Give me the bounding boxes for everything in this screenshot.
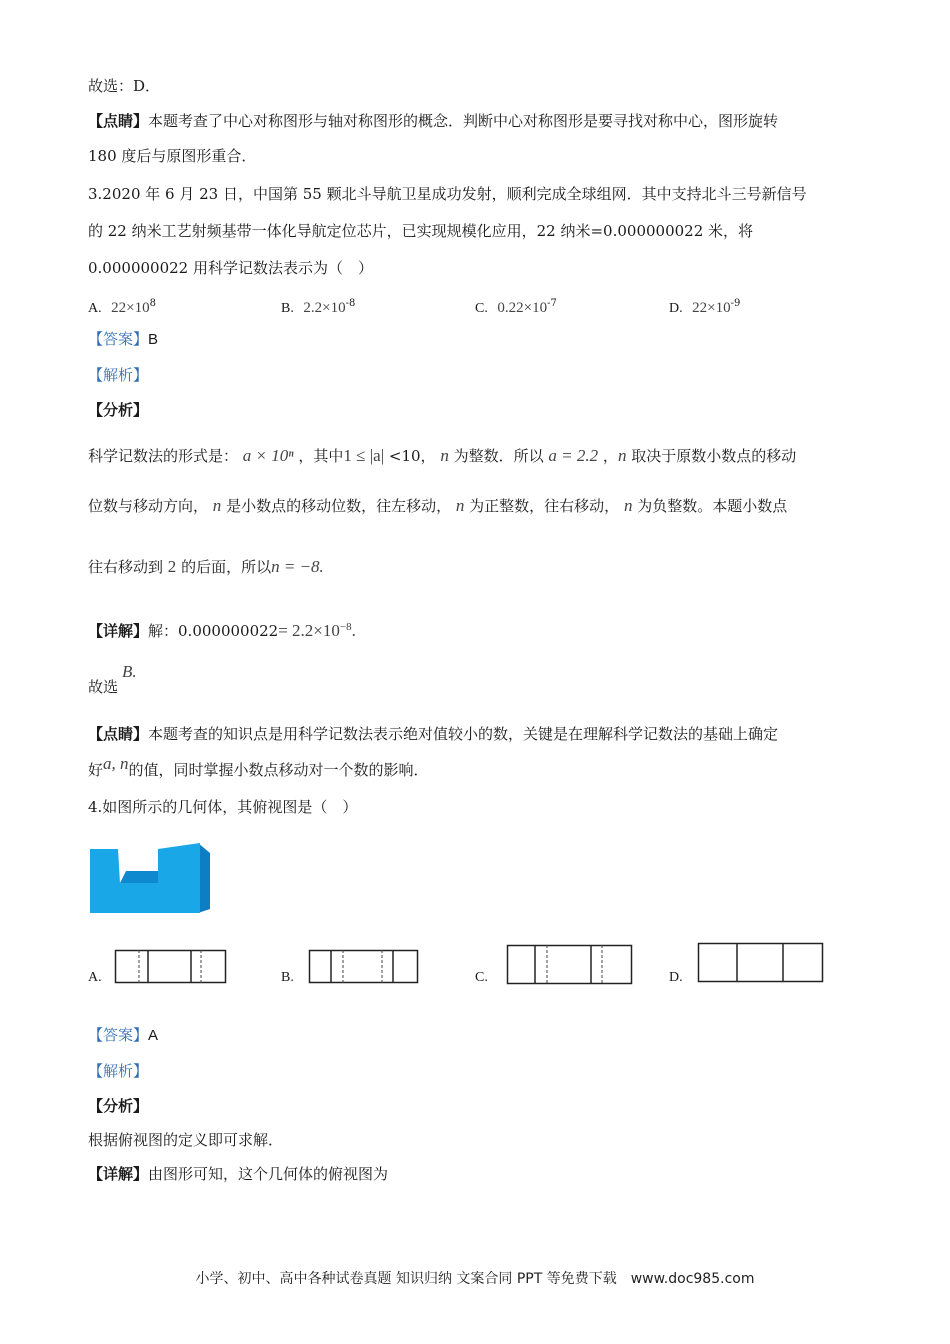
comment-2-line-1: 【点睛】本题考查的知识点是用科学记数法表示绝对值较小的数，关键是在理解科学记数法的基础上确定	[88, 725, 779, 743]
q3-option-a[interactable]: A. $22\times 10^8$	[88, 298, 157, 316]
formula-abs-range: 1 ≤ |a|	[343, 446, 385, 465]
detail-tag: 【详解】	[88, 622, 149, 640]
comment-line-2: 180 度后与原图形重合．	[88, 147, 257, 165]
analysis-2-tag: 【解析】	[88, 1062, 149, 1080]
comment-2-tag: 【点睛】	[88, 725, 149, 743]
comment-line	[88, 111, 778, 131]
q4-option-c-label[interactable]: C.	[475, 970, 488, 985]
q4-option-c-figure[interactable]	[507, 945, 633, 985]
question-4: 4.如图所示的几何体，其俯视图是（ ）	[88, 798, 358, 816]
comment-tag: 【点睛】	[88, 112, 149, 130]
question-3-line-2: 的 22 纳米工艺射频基带一体化导航定位芯片，已实现规模化应用，22 纳米=0.000000022 米，将	[88, 222, 754, 240]
q4-option-b-figure[interactable]	[309, 950, 419, 984]
q4-option-b-label[interactable]: B.	[281, 970, 294, 985]
q3-option-b[interactable]: B. $2.2\times 10^{-8}$	[281, 298, 356, 316]
analysis-2-text: 根据俯视图的定义即可求解．	[88, 1131, 284, 1149]
choice-line: 故选	[88, 678, 119, 696]
analysis-tag: 【解析】	[88, 366, 149, 384]
formula-result: = 2.2×10	[278, 621, 340, 640]
question-3-line-1: 3.2020 年 6 月 23 日，中国第 55 颗北斗导航卫星成功发射，顺利完成全球组网．其中支持北斗三号新信号	[88, 185, 807, 203]
comment-text: 本题考查了中心对称图形与轴对称图形的概念．判断中心对称图形是要寻找对称中心，图形旋转	[148, 112, 779, 130]
detail-2-tag: 【详解】	[88, 1165, 149, 1183]
geometry-solid-figure	[90, 843, 212, 915]
analysis-2-subheading: 【分析】	[88, 1097, 149, 1115]
solid-notch-face	[120, 871, 158, 883]
q3-option-c[interactable]: C. $0.22\times 10^{-7}$	[475, 298, 557, 316]
formula-n-value: n = −8.	[271, 557, 324, 576]
analysis-line-2: 位数与移动方向， n 是小数点的移动位数，往左移动， n 为正整数，往右移动， n 为负整数。本题小数点	[88, 496, 788, 515]
analysis-line-1: 科学记数法的形式是： a × 10ⁿ ，其中1 ≤ |a| <10， n 为整数．所以 a = 2.2 ，n 取决于原数小数点的移动	[88, 446, 797, 465]
answer-line	[88, 329, 158, 350]
answer-2-tag: 【答案】	[88, 1026, 149, 1044]
comment-2-line-2: 好a, n的值，同时掌握小数点移动对一个数的影响．	[88, 754, 429, 779]
analysis-line-3: 往右移动到 2 的后面，所以n = −8.	[88, 557, 324, 576]
q4-option-d-label[interactable]: D.	[669, 970, 683, 985]
detail-line: 【详解】解：$0.000000022= 2.2\times 10^{-8}$.	[88, 621, 356, 640]
q4-option-d-figure[interactable]	[698, 943, 824, 983]
answer-tag: 【答案】	[88, 330, 149, 348]
q3-option-d[interactable]: D. $22\times 10^{-9}$	[669, 298, 741, 316]
page-footer: 小学、初中、高中各种试卷真题 知识归纳 文案合同 PPT 等免费下载 www.doc985.com	[195, 1271, 755, 1287]
conclusion-line: 故选：D．	[88, 77, 161, 95]
formula-sci-form: a × 10ⁿ	[242, 446, 294, 465]
analysis-subheading: 【分析】	[88, 401, 149, 419]
detail-2-line: 【详解】由图形可知，这个几何体的俯视图为	[88, 1165, 389, 1183]
answer-value: B	[148, 331, 159, 348]
question-3-line-3: 0.000000022 用科学记数法表示为（ ）	[88, 259, 373, 277]
q4-option-a-figure[interactable]	[115, 950, 227, 984]
answer-2-line	[88, 1025, 158, 1046]
choice-value: B.	[122, 662, 137, 681]
q4-option-a-label[interactable]: A.	[88, 970, 102, 985]
formula-a-value: a = 2.2	[548, 446, 599, 465]
answer-2-value: A	[148, 1027, 159, 1044]
